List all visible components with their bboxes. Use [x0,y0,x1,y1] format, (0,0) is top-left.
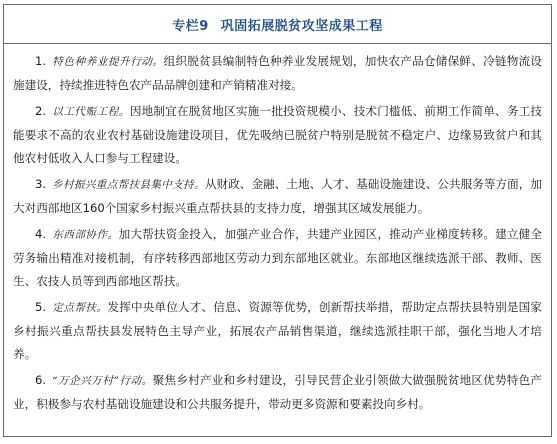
item-paragraph [13,296,542,366]
item-paragraph [13,369,542,416]
item-index: 3. [35,177,47,191]
item-heading: “万企兴万村”行动。 [52,375,153,387]
item-text: 从财政、金融、土地、人才、基础设施建设、公共服务等方面，加大对西部地区160个国家乡村振兴重点帮扶县的支持力度，增强其区域发展能力。 [13,177,542,215]
box-content [4,44,551,416]
item-text: 聚焦乡村产业和乡村建设，引导民营企业引领做大做强脱贫地区优势特色产业，积极参与农村基础设施建设和公共服务提升，带动更多资源和要素投向乡村。 [13,373,542,411]
box-title-number: 专栏9 [172,18,209,34]
box-title-text: 巩固拓展脱贫攻坚成果工程 [220,18,383,34]
item-heading: 乡村振兴重点帮扶县集中支持。 [52,179,205,191]
item-heading: 东西部协作。 [52,229,119,241]
item-heading: 定点帮扶。 [52,302,108,314]
item-heading: 以工代赈工程。 [52,106,130,118]
item-paragraph [13,173,542,220]
box-title [4,5,551,44]
item-heading: 特色种养业提升行动。 [52,56,164,68]
item-text: 发挥中央单位人才、信息、资源等优势，创新帮扶举措，帮助定点帮扶县特别是国家乡村振兴重点帮扶县发展特色主导产业，拓展农产品销售渠道，继续选派挂职干部，强化当地人才培养。 [13,300,542,361]
item-text: 组织脱贫县编制特色种养业发展规划，加快农产品仓储保鲜、冷链物流设施建设，持续推进特色农产品品牌创建和产销精准对接。 [13,54,542,92]
item-index: 2. [35,104,47,118]
item-index: 5. [35,300,47,314]
item-paragraph [13,100,542,170]
feature-box [3,4,552,437]
item-index: 4. [35,227,47,241]
item-index: 6. [35,373,47,387]
item-text: 因地制宜在脱贫地区实施一批投资规模小、技术门槛低、前期工作简单、务工技能要求不高的农业农村基础设施建设项目，优先吸纳已脱贫户特别是脱贫不稳定户、边缘易致贫户和其他农村低收入人口参与工程建设。 [13,104,542,165]
item-paragraph [13,50,542,97]
item-text: 加大帮扶资金投入，加强产业合作，共建产业园区，推动产业梯度转移。建立健全劳务输出精准对接机制，有序转移西部地区劳动力到东部地区就业。东部地区继续选派干部、教师、医生、农技人员等到西部地区帮扶。 [13,227,542,288]
item-index: 1. [35,54,47,68]
item-paragraph [13,223,542,293]
